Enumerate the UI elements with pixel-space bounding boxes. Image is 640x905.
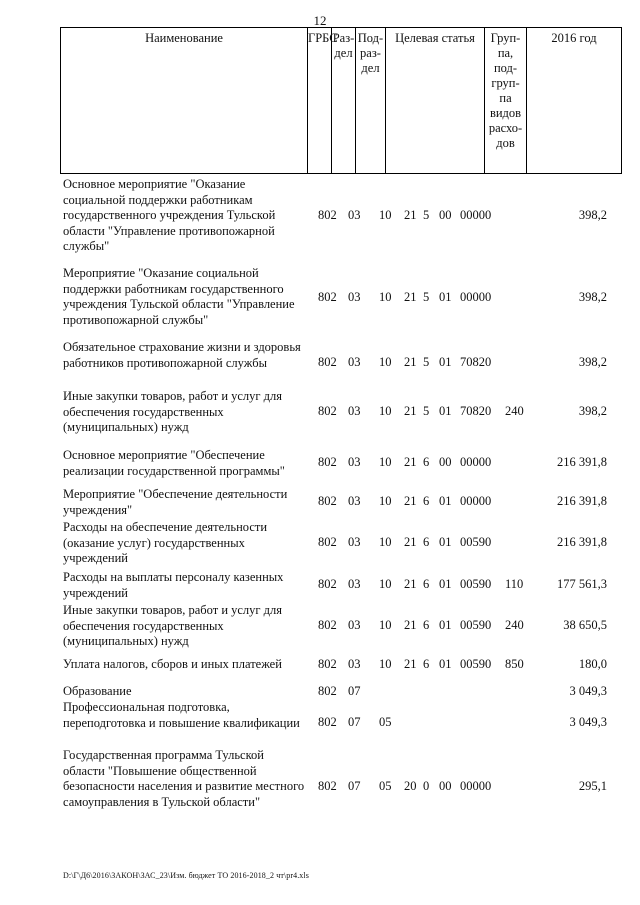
row-name: Расходы на выплаты персоналу казенных учреждений (63, 570, 284, 600)
target-program-cell: 21 (404, 355, 417, 369)
podrazdel-cell: 10 (379, 577, 392, 591)
grbs-cell: 802 (318, 715, 337, 729)
grbs-cell: 802 (318, 535, 337, 549)
grbs-cell: 802 (318, 455, 337, 469)
podrazdel-cell: 10 (379, 455, 392, 469)
target-event-cell: 00 (439, 208, 452, 222)
target-subprogram-cell: 5 (423, 404, 430, 418)
target-event-cell: 01 (439, 290, 452, 304)
target-subprogram-cell: 6 (423, 657, 430, 671)
target-event-cell: 01 (439, 494, 452, 508)
target-direction-cell: 00000 (460, 779, 492, 793)
header-razdel: Раз- дел (332, 28, 356, 174)
row-name: Обязательное страхование жизни и здоровья работников противопожарной службы (63, 340, 301, 370)
grbs-cell: 802 (318, 355, 337, 369)
row-name: Иные закупки товаров, работ и услуг для обеспечения государственных (муниципальных) нужд (63, 603, 283, 648)
target-subprogram-cell: 6 (423, 494, 430, 508)
amount-cell: 398,2 (578, 355, 607, 369)
target-subprogram-cell: 6 (423, 455, 430, 469)
target-subprogram-cell: 0 (423, 779, 430, 793)
expense-group-cell: 240 (505, 404, 524, 418)
page-number: 12 (313, 13, 327, 28)
grbs-cell: 802 (318, 404, 337, 418)
razdel-cell: 03 (348, 494, 361, 508)
razdel-cell: 03 (348, 455, 361, 469)
grbs-cell: 802 (318, 684, 337, 698)
razdel-cell: 03 (348, 657, 361, 671)
target-program-cell: 21 (404, 404, 417, 418)
razdel-cell: 03 (348, 355, 361, 369)
target-direction-cell: 00590 (460, 618, 492, 632)
amount-cell: 177 561,3 (557, 577, 607, 591)
target-program-cell: 21 (404, 618, 417, 632)
target-event-cell: 00 (439, 455, 452, 469)
target-event-cell: 01 (439, 355, 452, 369)
target-direction-cell: 00590 (460, 657, 492, 671)
razdel-cell: 07 (348, 684, 361, 698)
header-target-article: Целевая статья (386, 28, 485, 174)
header-name: Наименование (61, 28, 308, 174)
grbs-cell: 802 (318, 779, 337, 793)
amount-cell: 216 391,8 (557, 455, 607, 469)
row-name: Образование (63, 684, 132, 698)
podrazdel-cell: 10 (379, 657, 392, 671)
razdel-cell: 07 (348, 715, 361, 729)
row-name: Основное мероприятие "Обеспечение реализации государственной программы" (63, 448, 285, 478)
target-program-cell: 21 (404, 577, 417, 591)
amount-cell: 216 391,8 (557, 535, 607, 549)
target-direction-cell: 00000 (460, 455, 492, 469)
amount-cell: 295,1 (578, 779, 607, 793)
row-name: Мероприятие "Обеспечение деятельности учреждения" (63, 487, 288, 517)
target-program-cell: 21 (404, 494, 417, 508)
razdel-cell: 03 (348, 618, 361, 632)
target-event-cell: 01 (439, 577, 452, 591)
razdel-cell: 07 (348, 779, 361, 793)
target-subprogram-cell: 6 (423, 577, 430, 591)
podrazdel-cell: 10 (379, 290, 392, 304)
target-program-cell: 20 (404, 779, 417, 793)
razdel-cell: 03 (348, 577, 361, 591)
grbs-cell: 802 (318, 494, 337, 508)
row-name: Иные закупки товаров, работ и услуг для обеспечения государственных (муниципальных) нужд (63, 389, 283, 434)
target-event-cell: 01 (439, 657, 452, 671)
amount-cell: 3 049,3 (569, 684, 607, 698)
podrazdel-cell: 10 (379, 494, 392, 508)
table-header (60, 27, 622, 174)
row-name: Основное мероприятие "Оказание социальной поддержки работникам государственного учреждения Тульской области "Управление противопожарной службы" (63, 177, 276, 253)
header-expense-group: Груп- па, под- груп- па видов расхо- дов (485, 28, 527, 174)
amount-cell: 398,2 (578, 404, 607, 418)
target-subprogram-cell: 5 (423, 208, 430, 222)
podrazdel-cell: 10 (379, 618, 392, 632)
footer-file-path: D:\Г\Д6\2016\ЗАКОН\ЗАС_23\Изм. бюджет ТО 2016-2018_2 чт\pr4.xls (63, 871, 309, 880)
podrazdel-cell: 05 (379, 715, 392, 729)
expense-group-cell: 850 (505, 657, 524, 671)
row-name: Профессиональная подготовка, переподготовка и повышение квалификации (63, 700, 300, 730)
amount-cell: 3 049,3 (569, 715, 607, 729)
grbs-cell: 802 (318, 290, 337, 304)
target-subprogram-cell: 5 (423, 355, 430, 369)
row-name: Мероприятие "Оказание социальной поддержки работникам государственного учреждения Тульской области "Управление противопожарной службы" (63, 266, 295, 327)
target-event-cell: 01 (439, 404, 452, 418)
target-direction-cell: 00000 (460, 290, 492, 304)
grbs-cell: 802 (318, 618, 337, 632)
target-program-cell: 21 (404, 455, 417, 469)
grbs-cell: 802 (318, 208, 337, 222)
header-podrazdel: Под- раз- дел (356, 28, 386, 174)
header-grbs: ГРБС (308, 28, 332, 174)
target-direction-cell: 70820 (460, 355, 492, 369)
target-direction-cell: 00000 (460, 208, 492, 222)
amount-cell: 38 650,5 (563, 618, 607, 632)
podrazdel-cell: 05 (379, 779, 392, 793)
razdel-cell: 03 (348, 208, 361, 222)
target-direction-cell: 00000 (460, 494, 492, 508)
row-name: Расходы на обеспечение деятельности (оказание услуг) государственных учреждений (63, 520, 268, 565)
header-year: 2016 год (527, 28, 622, 174)
grbs-cell: 802 (318, 657, 337, 671)
expense-group-cell: 110 (505, 577, 524, 591)
target-program-cell: 21 (404, 535, 417, 549)
razdel-cell: 03 (348, 404, 361, 418)
target-subprogram-cell: 6 (423, 618, 430, 632)
amount-cell: 216 391,8 (557, 494, 607, 508)
target-subprogram-cell: 6 (423, 535, 430, 549)
target-program-cell: 21 (404, 290, 417, 304)
podrazdel-cell: 10 (379, 404, 392, 418)
amount-cell: 398,2 (578, 208, 607, 222)
podrazdel-cell: 10 (379, 355, 392, 369)
podrazdel-cell: 10 (379, 208, 392, 222)
podrazdel-cell: 10 (379, 535, 392, 549)
target-event-cell: 01 (439, 535, 452, 549)
razdel-cell: 03 (348, 535, 361, 549)
target-direction-cell: 70820 (460, 404, 492, 418)
grbs-cell: 802 (318, 577, 337, 591)
target-direction-cell: 00590 (460, 577, 492, 591)
row-name: Уплата налогов, сборов и иных платежей (63, 657, 282, 671)
razdel-cell: 03 (348, 290, 361, 304)
target-event-cell: 01 (439, 618, 452, 632)
row-name: Государственная программа Тульской области "Повышение общественной безопасности населения и развитие местного самоуправления в Тульской области" (63, 748, 305, 809)
amount-cell: 180,0 (578, 657, 607, 671)
target-direction-cell: 00590 (460, 535, 492, 549)
target-program-cell: 21 (404, 657, 417, 671)
target-event-cell: 00 (439, 779, 452, 793)
amount-cell: 398,2 (578, 290, 607, 304)
expense-group-cell: 240 (505, 618, 524, 632)
target-subprogram-cell: 5 (423, 290, 430, 304)
target-program-cell: 21 (404, 208, 417, 222)
